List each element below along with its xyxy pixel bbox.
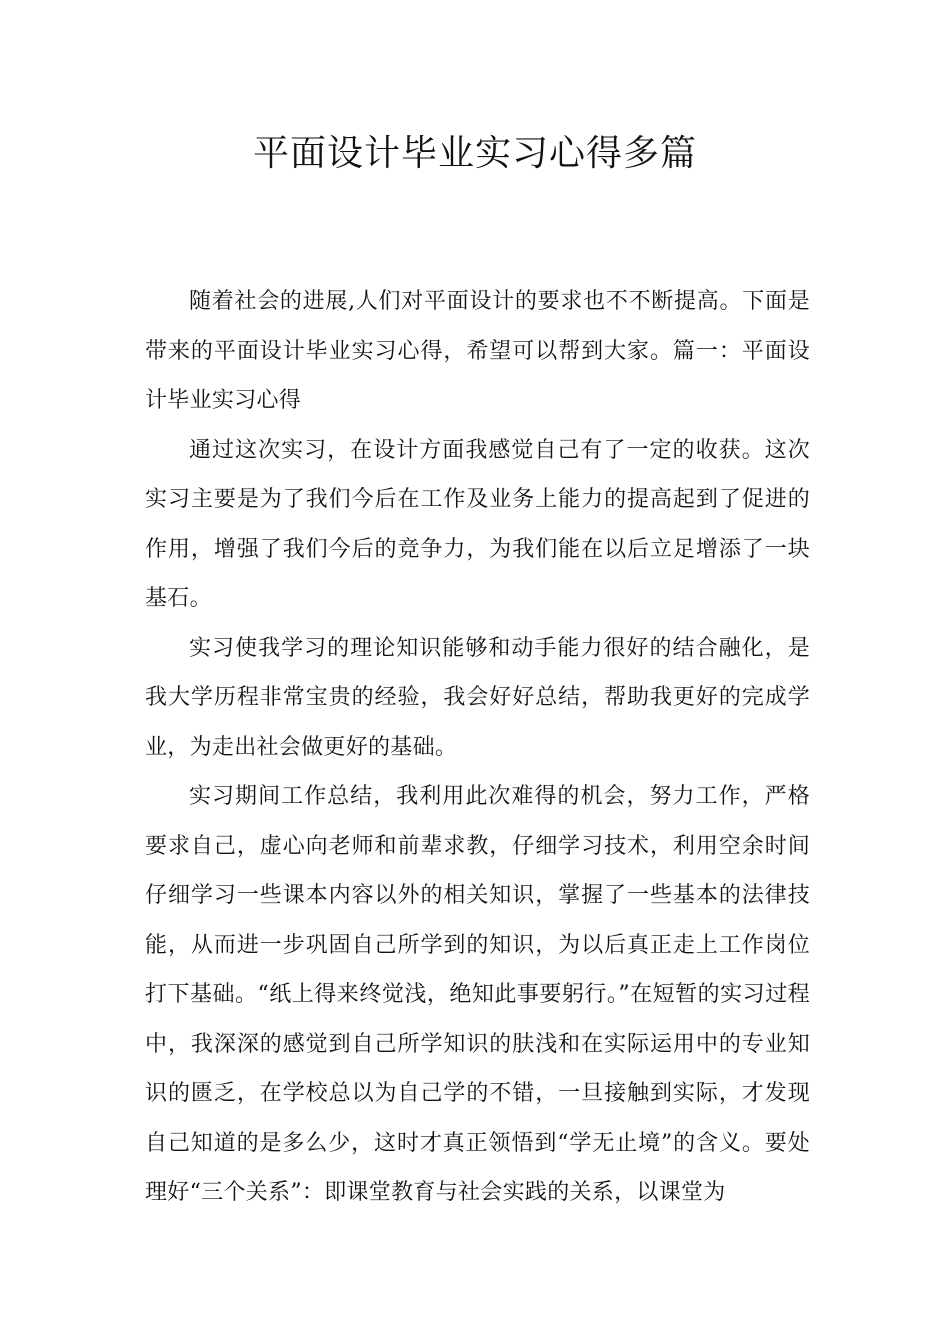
document-title: 平面设计毕业实习心得多篇	[252, 133, 697, 174]
paragraph-3: 实习使我学习的理论知识能够和动手能力很好的结合融化，是我大学历程非常宝贵的经验，我会好好总结，帮助我更好的完成学业，为走出社会做更好的基础。	[145, 635, 810, 760]
document-body	[145, 277, 810, 1218]
paragraph-2: 通过这次实习，在设计方面我感觉自己有了一定的收获。这次实习主要是为了我们今后在工作及业务上能力的提高起到了促进的作用，增强了我们今后的竞争力，为我们能在以后立足增添了一块基石。	[145, 437, 810, 611]
paragraph-1: 随着社会的进展,人们对平面设计的要求也不不断提高。下面是带来的平面设计毕业实习心得，希望可以帮到大家。篇一：平面设计毕业实习心得	[145, 289, 810, 413]
paragraph-4: 实习期间工作总结，我利用此次难得的机会，努力工作，严格要求自己，虚心向老师和前辈求教，仔细学习技术，利用空余时间仔细学习一些课本内容以外的相关知识，掌握了一些基本的法律技能，从而进一步巩固自己所学到的知识，为以后真正走上工作岗位打下基础。“纸上得来终觉浅，绝知此事要躬行。”在短暂的实习过程中，我深深的感觉到自己所学知识的肤浅和在实际运用中的专业知识的匮乏，在学校总以为自己学的不错，一旦接触到实际，才发现自己知道的是多么少，这时才真正领悟到“学无止境”的含义。要处理好“三个关系”：即课堂教育与社会实践的关系，以课堂为	[145, 784, 810, 1205]
